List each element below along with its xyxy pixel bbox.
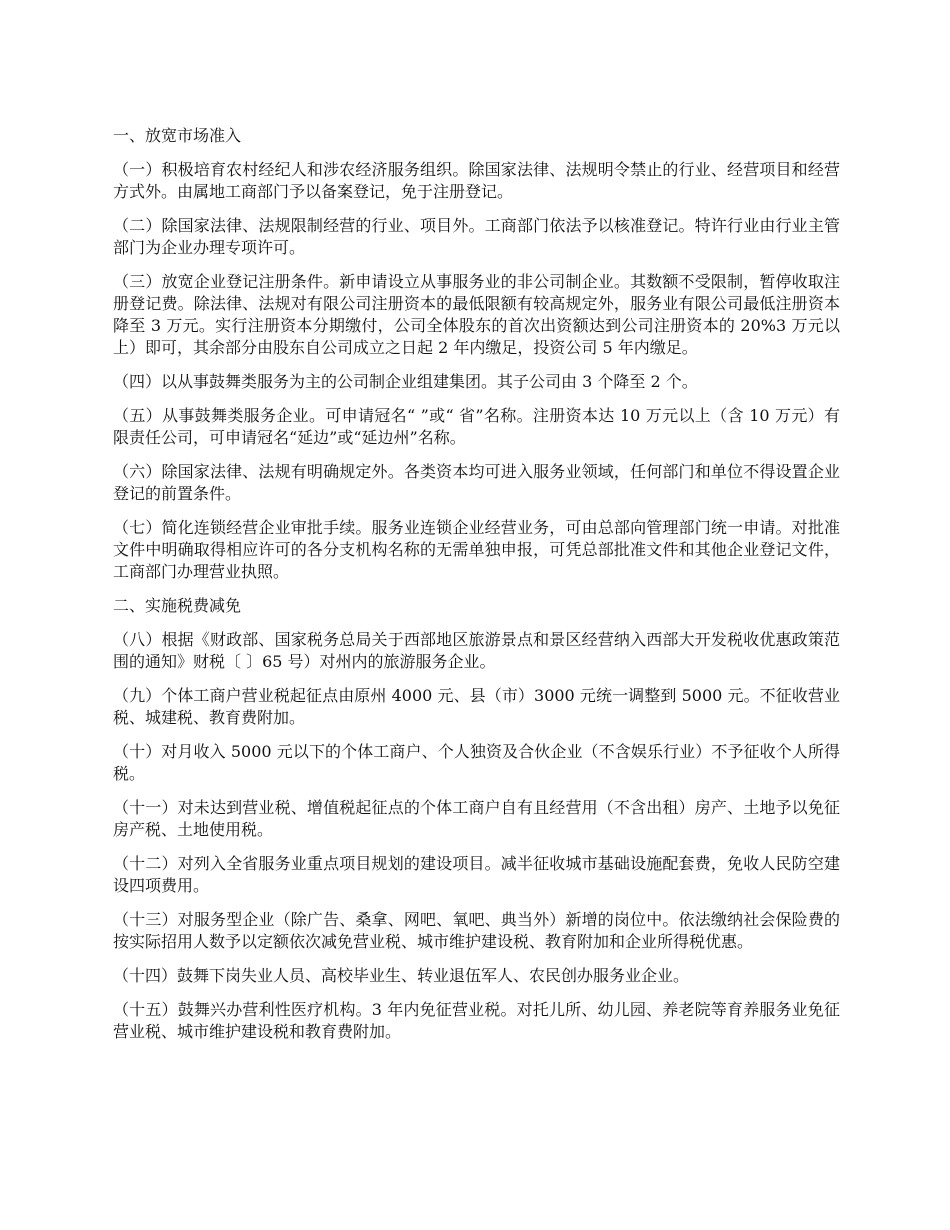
paragraph-12: （十二）对列入全省服务业重点项目规划的建设项目。减半征收城市基础设施配套费，免收人民防空建设四项费用。	[113, 854, 840, 895]
paragraph-15: （十五）鼓舞兴办营利性医疗机构。3 年内免征营业税。对托儿所、幼儿园、养老院等育养服务业免征营业税、城市维护建设税和教育费附加。	[113, 1000, 840, 1041]
paragraph-1: （一）积极培育农村经纪人和涉农经济服务组织。除国家法律、法规明令禁止的行业、经营项目和经营方式外。由属地工商部门予以备案登记，免于注册登记。	[113, 160, 840, 201]
paragraph-7: （七）简化连锁经营企业审批手续。服务业连锁企业经营业务，可由总部向管理部门统一申请。对批准文件中明确取得相应许可的各分支机构名称的无需单独申报，可凭总部批准文件和其他企业登记文件，工商部门办理营业执照。	[113, 518, 840, 581]
paragraph-9: （九）个体工商户营业税起征点由原州 4000 元、县（市）3000 元统一调整到 5000 元。不征收营业税、城建税、教育费附加。	[113, 686, 840, 727]
paragraph-4: （四）以从事鼓舞类服务为主的公司制企业组建集团。其子公司由 3 个降至 2 个。	[113, 372, 698, 391]
paragraph-14: （十四）鼓舞下岗失业人员、高校毕业生、转业退伍军人、农民创办服务业企业。	[113, 966, 690, 985]
paragraph-8: （八）根据《财政部、国家税务总局关于西部地区旅游景点和景区经营纳入西部大开发税收优惠政策范围的通知》财税〔 〕65 号）对州内的旅游服务企业。	[113, 630, 840, 671]
paragraph-6: （六）除国家法律、法规有明确规定外。各类资本均可进入服务业领域，任何部门和单位不得设置企业登记的前置条件。	[113, 462, 840, 503]
document-body	[113, 125, 840, 1055]
section-heading-tax-relief: 二、实施税费减免	[113, 596, 242, 615]
section-heading-market-access: 一、放宽市场准入	[113, 126, 242, 145]
paragraph-10: （十）对月收入 5000 元以下的个体工商户、个人独资及合伙企业（不含娱乐行业）不予征收个人所得税。	[113, 742, 840, 783]
paragraph-2: （二）除国家法律、法规限制经营的行业、项目外。工商部门依法予以核准登记。特许行业由行业主管部门为企业办理专项许可。	[113, 216, 840, 257]
paragraph-11: （十一）对未达到营业税、增值税起征点的个体工商户自有且经营用（不含出租）房产、土地予以免征房产税、土地使用税。	[113, 798, 840, 839]
paragraph-5: （五）从事鼓舞类服务企业。可申请冠名“ ”或“ 省”名称。注册资本达 10 万元以上（含 10 万元）有限责任公司，可申请冠名“延边”或“延边州”名称。	[113, 406, 840, 447]
paragraph-3: （三）放宽企业登记注册条件。新申请设立从事服务业的非公司制企业。其数额不受限制，暂停收取注册登记费。除法律、法规对有限公司注册资本的最低限额有较高规定外，服务业有限公司最低注册资本降至 3 万元。实行注册资本分期缴付，公司全体股东的首次出资额达到公司注册资本的 20%3 万元以上）即可，其余部分由股东自公司成立之日起 2 年内缴足，投资公司 5 年内缴足。	[113, 272, 840, 357]
paragraph-13: （十三）对服务型企业（除广告、桑拿、网吧、氧吧、典当外）新增的岗位中。依法缴纳社会保险费的按实际招用人数予以定额依次减免营业税、城市维护建设税、教育附加和企业所得税优惠。	[113, 910, 840, 951]
